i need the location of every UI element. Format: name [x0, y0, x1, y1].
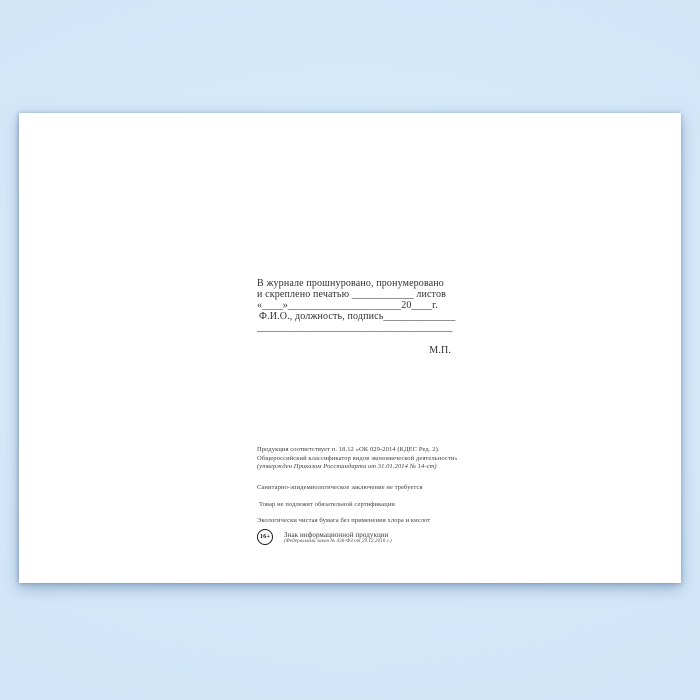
product-classifier-line-2: Общероссийский классификатор видов экономической деятельности» — [257, 454, 458, 462]
age-16-plus-icon: 16+ — [257, 529, 273, 545]
attestation-signature-line: Ф.И.О., должность, подпись______________ — [259, 311, 456, 322]
product-classifier-decree: (утвержден Приказом Росстандарта от 31.01.2014 № 14-ст) — [257, 463, 437, 470]
attestation-line-1: В журнале прошнуровано, пронумеровано — [257, 278, 444, 289]
attestation-blank-line: ______________________________________ — [257, 322, 453, 333]
eco-paper-statement: Экологически чистая бумага без применения хлора и кислот — [257, 516, 431, 524]
sanitary-statement: Санитарно-эпидемиологическое заключение не требуется — [257, 484, 423, 491]
attestation-line-2: и скреплено печатью ____________ листов — [257, 289, 446, 300]
stamp-place-abbr: М.П. — [429, 345, 451, 356]
product-classifier-line-1: Продукция соответствует п. 18.12 «ОК 029-2014 (КДЕС Ред. 2). — [257, 446, 440, 453]
age-rating-text — [284, 529, 392, 546]
age-rating-label: Знак информационной продукции — [284, 531, 389, 539]
age-rating-law-ref: (Федеральный закон № 436-ФЗ от 29.12.2010 г.) — [284, 539, 392, 544]
lacing-attestation-block — [257, 278, 456, 356]
certification-statement: Товар не подлежит обязательной сертификации — [259, 501, 396, 508]
attestation-date-line: «____»______________________20____г. — [257, 300, 438, 311]
journal-back-cover-page — [19, 113, 681, 583]
age-rating-row — [257, 529, 472, 546]
compliance-info-block — [257, 446, 472, 546]
